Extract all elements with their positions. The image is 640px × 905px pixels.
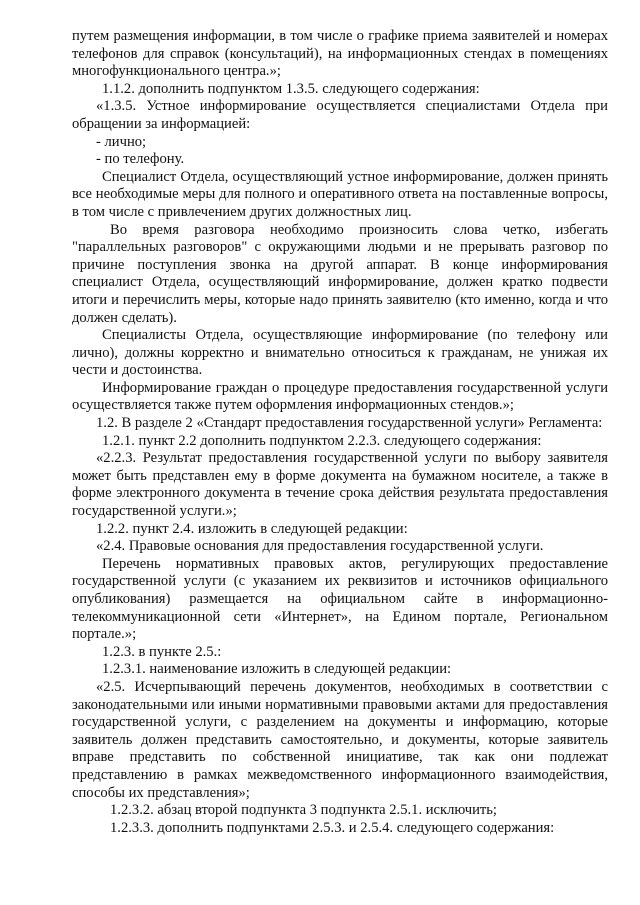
paragraph-2-4: «2.4. Правовые основания для предоставления государственной услуги. [96, 538, 544, 555]
paragraph-item-1-2-3-2: 1.2.3.2. абзац второй подпункта 3 подпункта 2.5.1. исключить; [110, 802, 497, 819]
list-item-by-phone: - по телефону. [96, 151, 185, 168]
paragraph-specialist-duties: Специалист Отдела, осуществляющий устное информирование, должен принять все необходимые меры для полного и оперативного ответа на поставленные вопросы, в том числе с привлечением других должностных лиц. [72, 168, 608, 220]
paragraph-conversation-rules: Во время разговора необходимо произносить слова четко, избегать "параллельных разговоров" с окружающими людьми и не прерывать разговор по причине поступления звонка на другой аппарат. В конце информирования специалист Отдела, осуществляющий информирование, должен кратко подвести итоги и перечислить меры, которые надо принять заявителю (кто именно, когда и что должен сделать). [72, 221, 608, 326]
paragraph-item-1-2-3-1: 1.2.3.1. наименование изложить в следующей редакции: [102, 661, 452, 678]
paragraph-courtesy: Специалисты Отдела, осуществляющие информирование (по телефону или лично), должны корректно и внимательно относиться к гражданам, не унижая их чести и достоинства. [72, 327, 608, 379]
paragraph-item-1-2-3-3: 1.2.3.3. дополнить подпунктами 2.5.3. и 2.5.4. следующего содержания: [110, 819, 555, 836]
paragraph-2-2-3: «2.2.3. Результат предоставления государственной услуги по выбору заявителя может быть представлен ему в форме документа на бумажном носителе, а также в форме электронного документа в течение срока действия результата предоставления государственной услуги.»; [72, 450, 608, 520]
paragraph-1-3-5: «1.3.5. Устное информирование осуществляется специалистами Отдела при обращении за информацией: [72, 98, 608, 132]
paragraph-item-1-1-2: 1.1.2. дополнить подпунктом 1.3.5. следующего содержания: [102, 80, 480, 97]
paragraph-item-1-2-3: 1.2.3. в пункте 2.5.: [102, 643, 222, 660]
paragraph-section-2: 1.2. В разделе 2 «Стандарт предоставления государственной услуги» Регламента: [96, 415, 603, 432]
list-item-in-person: - лично; [96, 133, 147, 150]
paragraph-2-5: «2.5. Исчерпывающий перечень документов, необходимых в соответствии с законодательными или иными нормативными правовыми актами для предоставления государственной услуги, с разделением на документы и информацию, которые заявитель должен представить самостоятельно, и документы, которые заявитель вправе представить по собственной инициативе, так как они подлежат представлению в рамках межведомственного информационного взаимодействия, способы их представления»; [72, 678, 608, 801]
paragraph-information-stands: Информирование граждан о процедуре предоставления государственной услуги осуществляется также путем оформления информационных стендов.»; [72, 379, 608, 414]
paragraph-item-1-2-1: 1.2.1. пункт 2.2 дополнить подпунктом 2.2.3. следующего содержания: [102, 432, 542, 449]
paragraph-continuation: путем размещения информации, в том числе о графике приема заявителей и номерах телефонов для справок (консультаций), на информационных стендах в помещениях многофункционального центра.»; [72, 28, 608, 80]
paragraph-item-1-2-2: 1.2.2. пункт 2.4. изложить в следующей редакции: [96, 520, 408, 537]
paragraph-legal-acts-list: Перечень нормативных правовых актов, регулирующих предоставление государственной услуги (с указанием их реквизитов и источников официального опубликования) размещается на официальном сайте в информационно-телекоммуникационной сети «Интернет», на Едином портале, Региональном портале.»; [72, 555, 608, 643]
